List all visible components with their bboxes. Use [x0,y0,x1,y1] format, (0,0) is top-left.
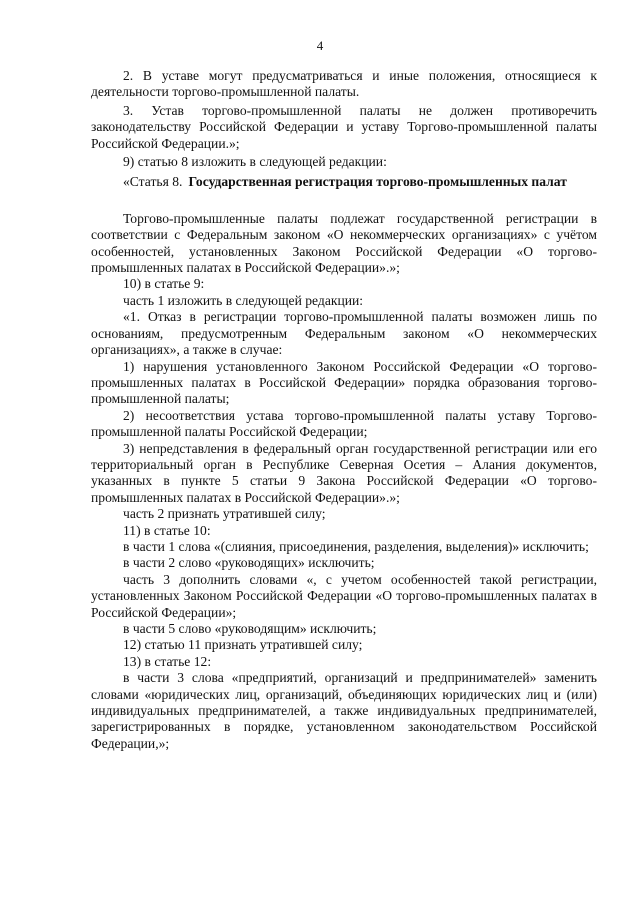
paragraph: 3. Устав торгово-промышленной палаты не должен противоречить законодательству Российской Федерации и уставу Торгово-промышленной палаты Российской Федерации.»; [91,102,597,151]
paragraph: часть 1 изложить в следующей редакции: [123,292,364,308]
paragraph: часть 2 признать утратившей силу; [123,506,326,522]
paragraph: в части 5 слово «руководящим» исключить; [123,621,377,636]
paragraph: 13) в статье 12: [123,653,212,669]
paragraph: Торгово-промышленные палаты подлежат государственной регистрации в соответствии с Федеральным законом «О некоммерческих организациях» с учётом особенностей, установленных Законом Российской Федерации «О торгово-промышленных палатах в Российской Федерации».»; [91,210,597,276]
paragraph: в части 3 слова «предприятий, организаций и предпринимателей» заменить словами «юридических лиц, организаций, объединяющих юридических лиц и (или) индивидуальных предпринимателей, а также индивидуальных предпринимателей, зарегистрированных в порядке, установленном законодательством Российской Федерации,»; [91,670,597,751]
paragraph: часть 3 дополнить словами «, с учетом особенностей такой регистрации, установленных Законом Российской Федерации «О торгово-промышленных палатах в Российской Федерации»; [91,571,597,620]
paragraph: 12) статью 11 признать утратившей силу; [123,637,363,653]
paragraph: 10) в статье 9: [123,276,205,292]
article-heading [91,174,597,190]
article-heading-title: Государственная регистрация торгово-промышленных палат [188,174,567,190]
paragraph: 2. В уставе могут предусматриваться и иные положения, относящиеся к деятельности торгово-промышленной палаты. [91,68,597,100]
document-body [91,68,597,752]
page-number: 4 [316,38,324,53]
paragraph: 2) несоответствия устава торгово-промышленной палаты уставу Торгово-промышленной палаты Российской Федерации; [91,407,597,440]
paragraph: в части 2 слово «руководящих» исключить; [123,555,375,571]
paragraph: «1. Отказ в регистрации торгово-промышленной палаты возможен лишь по основаниям, предусмотренным Федеральным законом «О некоммерческих организациях», а также в случае: [91,309,597,358]
paragraph: в части 1 слова «(слияния, присоединения, разделения, выделения)» исключить; [123,538,589,554]
paragraph: 11) в статье 10: [123,522,211,538]
article-heading-number: «Статья 8. [123,174,183,190]
paragraph: 9) статью 8 изложить в следующей редакции: [123,154,387,170]
paragraph: 3) непредставления в федеральный орган государственной регистрации или его территориальный орган в Республике Северная Осетия – Алания документов, указанных в пункте 5 статьи 9 Закона Российской Федерации «О торгово-промышленных палатах в Российской Федерации».»; [91,440,597,505]
paragraph: 1) нарушения установленного Законом Российской Федерации «О торгово-промышленных палатах в Российской Федерации» порядка образования торгово-промышленной палаты; [91,358,597,407]
